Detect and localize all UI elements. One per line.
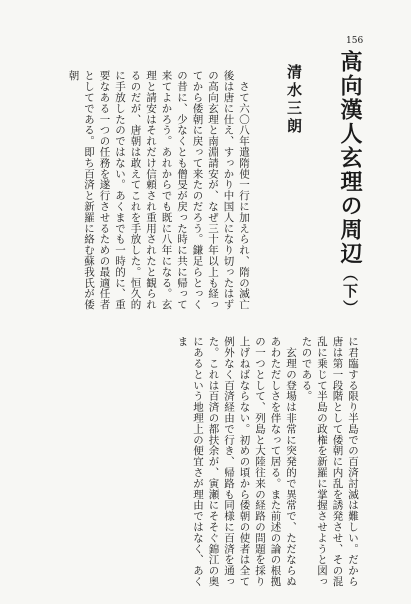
body-upper-column — [65, 70, 251, 314]
title-suffix: （下） — [341, 266, 359, 317]
title-main: 高向漢人玄理の周辺 — [337, 50, 363, 266]
author-name: 清水三朗 — [285, 64, 303, 136]
page-number: 156 — [346, 36, 364, 46]
page-title — [339, 50, 361, 317]
body-lower-column — [174, 336, 360, 596]
body-paragraph: さて六〇八年遣隋使一行に加えられ、隋の滅亡後は唐に仕え、すっかり中国人になり切ったはずの高向玄理と南淵請安が、なぜ三十年以上も経ってから倭朝に戻って来たのだろう。鎌足らとっくの昔に、少なくとも僧旻が戻った時に共に帰って来てよかろう。あれからでも既に八年になる。玄理と請安はそれだけ信頼され重用されたと観られるのだが、唐朝は敢えてこれを手放した。恒久的に手放したのではない。あくまでも一時的に、重要なある一つの任務を遂行させるための最適任者としてである。即ち百済と新羅に絡む蘇我氏が倭朝 — [67, 70, 250, 310]
body-paragraph: に君臨する限り半島での百済討滅は難しい。だから唐は第一段階として倭朝に内乱を誘発させ、その混乱に乗じて半島の政権を新羅に掌握させようと図ったのである。 — [300, 336, 359, 587]
body-paragraph: 玄理の登場は非常に突発的で異常で、ただならぬあわただしさを伴なって居る。また前述の論の根拠の一つとして、列島と大陸往来の経路の問題を採り上げねばならない。初めの頃から倭朝の使者は全て例外なく百済経由で行き、帰路も同様に百済を通った。これは百済の都扶余が、寅瀬にそそぐ錦江の奥にあるという地理上の便宜さが理由ではなく、あくま — [176, 336, 297, 587]
